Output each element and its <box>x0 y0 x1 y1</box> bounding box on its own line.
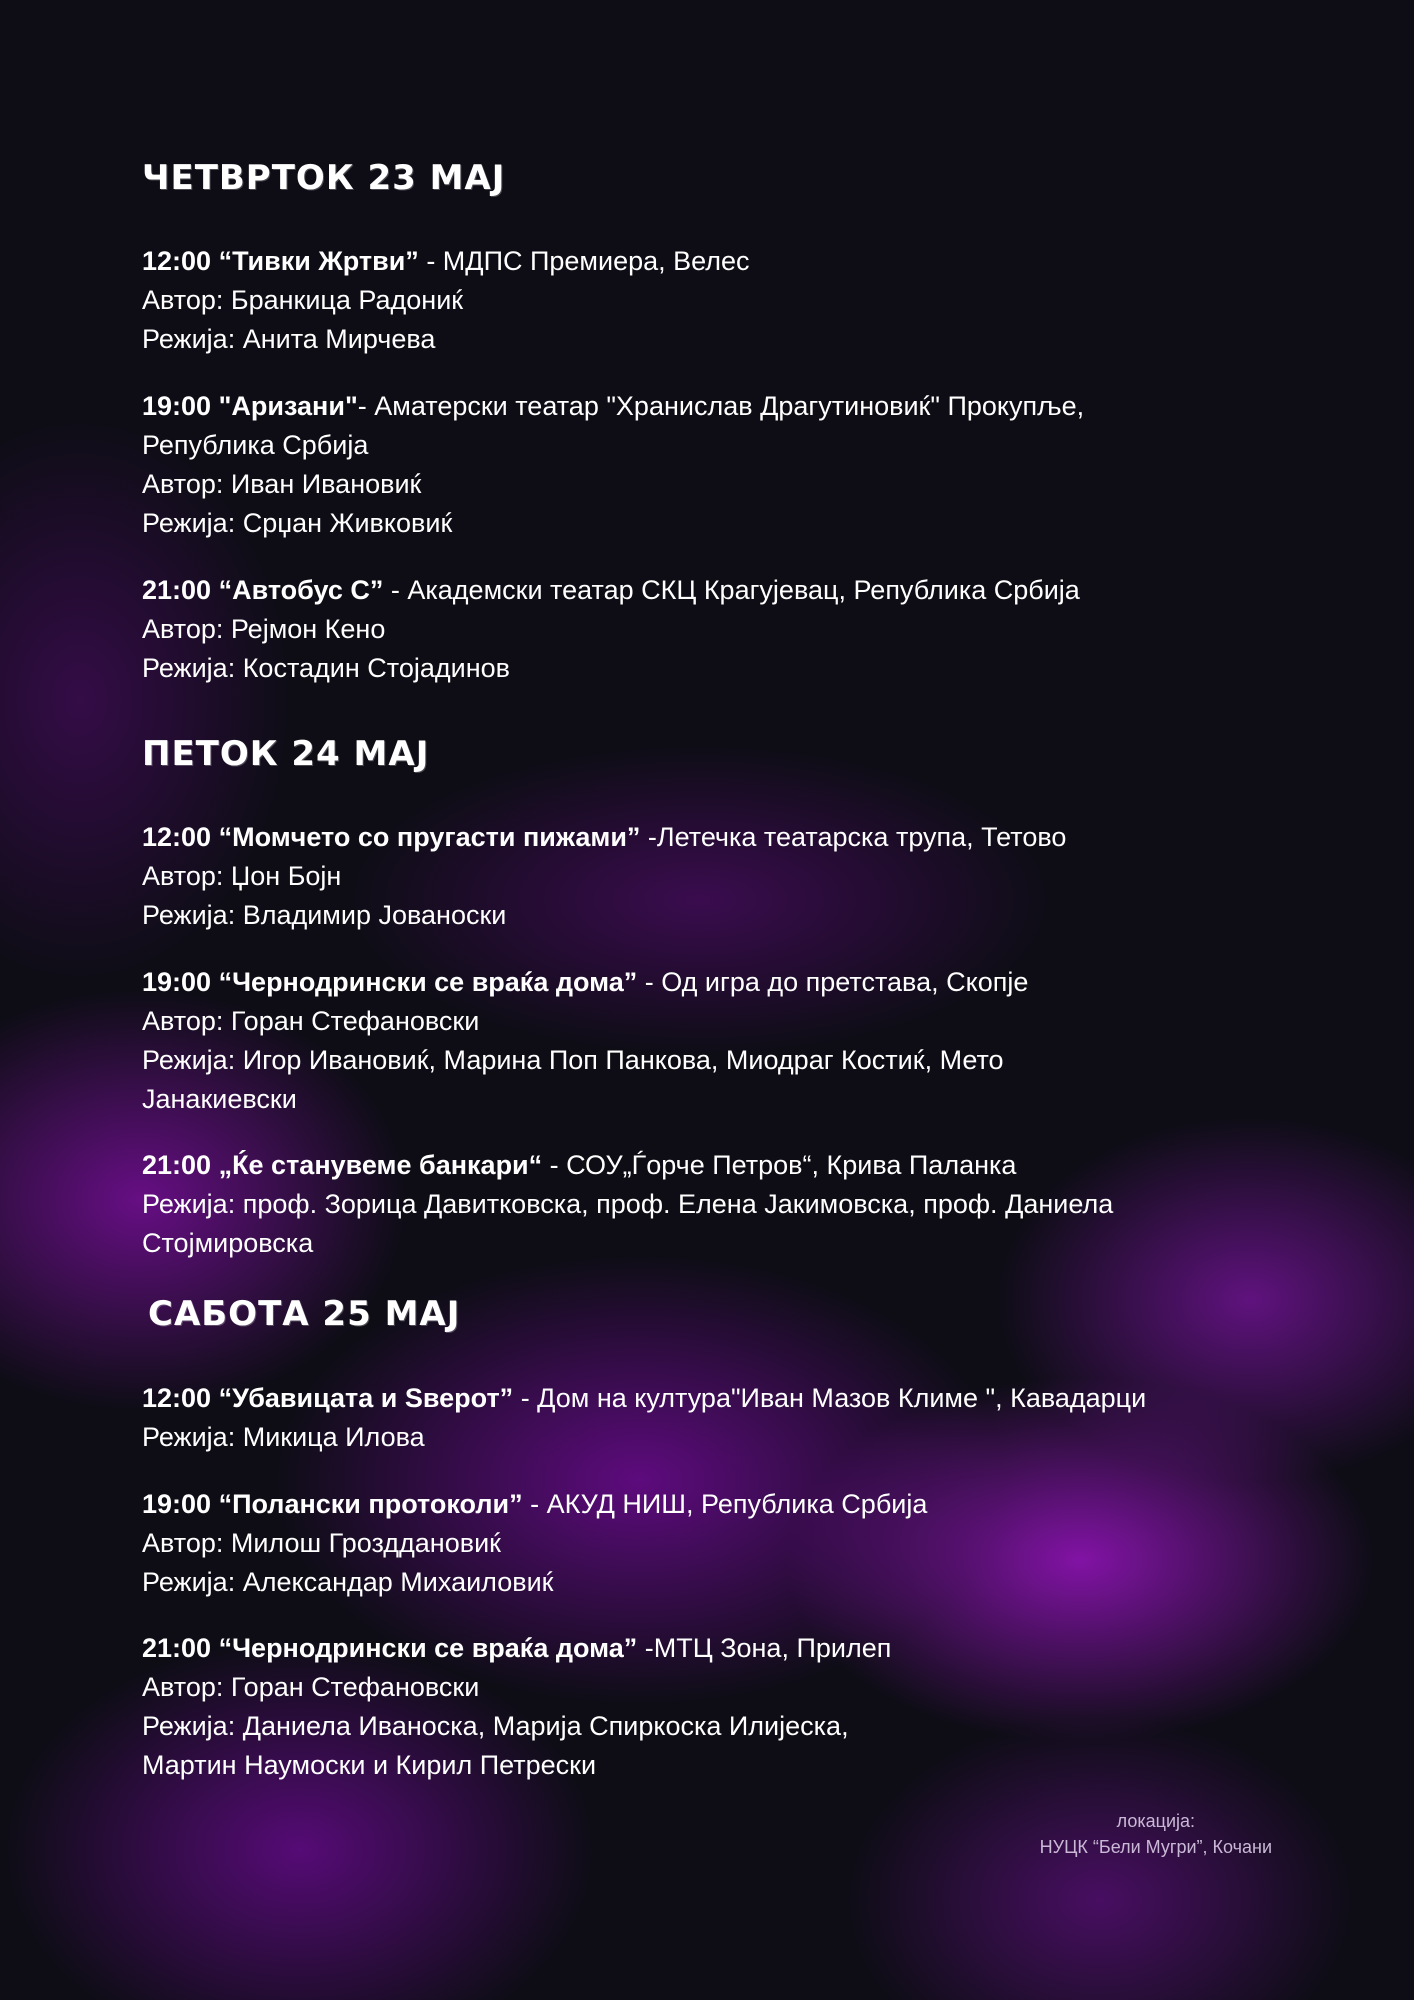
event-title: “Тивки Жртви” <box>218 246 419 276</box>
event-director: Режија: Даниела Иваноска, Марија Спиркоска Илијеска, <box>142 1711 849 1741</box>
event-title: "Аризани" <box>218 391 358 421</box>
event-director-cont: Мартин Наумоски и Кирил Петрески <box>142 1750 597 1780</box>
event-director: Режија: проф. Зорица Давитковска, проф. Елена Јакимовска, проф. Даниела <box>142 1189 1114 1219</box>
event-title: „Ќе станувеме банкари“ <box>211 1150 543 1180</box>
event-venue: - СОУ„Ѓорче Петров“, Крива Паланка <box>542 1150 1017 1180</box>
day-heading-saturday: САБОТА 25 МАЈ <box>148 1294 461 1334</box>
event-director: Режија: Анита Мирчева <box>142 324 436 354</box>
event-author: Автор: Џон Бојн <box>142 861 342 891</box>
event-item <box>142 963 1302 1119</box>
event-time: 21:00 <box>142 1633 212 1663</box>
event-item <box>142 1379 1302 1457</box>
event-time: 12:00 <box>142 822 212 852</box>
event-item <box>142 571 1302 688</box>
event-director: Режија: Микица Илова <box>142 1422 425 1452</box>
event-title: “Полански протоколи” <box>218 1489 523 1519</box>
event-venue-cont: Република Србија <box>142 430 369 460</box>
event-venue: - Аматерски театар "Хранислав Драгутиновиќ" Прокупље, <box>357 391 1085 421</box>
event-item <box>142 818 1302 935</box>
event-time: 19:00 <box>142 391 212 421</box>
event-title-line <box>142 571 1302 610</box>
event-director-cont: Стојмировска <box>142 1228 314 1258</box>
event-title: “Автобус С” <box>218 575 384 605</box>
event-title: “Убавицата и Ѕверот” <box>218 1383 514 1413</box>
event-director: Режија: Игор Ивановиќ, Марина Поп Панкова, Миодраг Костиќ, Мето <box>142 1045 1004 1075</box>
event-item <box>142 1146 1302 1263</box>
event-time: 19:00 <box>142 1489 212 1519</box>
event-item <box>142 242 1302 359</box>
event-title: “Чернодрински се враќа дома” <box>218 967 638 997</box>
event-title-line <box>142 1146 1302 1185</box>
event-venue: - АКУД НИШ, Република Србија <box>522 1489 928 1519</box>
event-item <box>142 387 1302 543</box>
event-time: 21:00 <box>142 1150 212 1180</box>
day-heading-thursday: ЧЕТВРТОК 23 МАЈ <box>142 158 506 198</box>
event-author: Автор: Иван Ивановиќ <box>142 469 422 499</box>
event-venue: -Летечка театарска трупа, Тетово <box>640 822 1067 852</box>
event-title-line <box>142 1629 1302 1668</box>
event-venue: - Академски театар СКЦ Крагујевац, Република Србија <box>383 575 1080 605</box>
event-venue: - МДПС Премиера, Велес <box>418 246 750 276</box>
day-heading-friday: ПЕТОК 24 МАЈ <box>142 734 430 774</box>
event-director: Режија: Срџан Живковиќ <box>142 508 453 538</box>
location-label: локација: <box>1116 1811 1196 1831</box>
event-venue: -МТЦ Зона, Прилеп <box>637 1633 892 1663</box>
event-item <box>142 1629 1302 1785</box>
event-director: Режија: Александар Михаиловиќ <box>142 1567 554 1597</box>
event-author: Автор: Милош Грозддановиќ <box>142 1528 501 1558</box>
event-time: 12:00 <box>142 1383 212 1413</box>
event-title-line <box>142 242 1302 281</box>
event-title: “Чернодрински се враќа дома” <box>218 1633 638 1663</box>
event-director: Режија: Владимир Јованоски <box>142 900 507 930</box>
event-director: Режија: Костадин Стојадинов <box>142 653 510 683</box>
event-venue: - Од игра до претстава, Скопје <box>637 967 1029 997</box>
event-time: 19:00 <box>142 967 212 997</box>
event-venue: - Дом на култура"Иван Мазов Климе ", Кавадарци <box>513 1383 1147 1413</box>
event-author: Автор: Горан Стефановски <box>142 1006 480 1036</box>
event-item <box>142 1485 1302 1602</box>
event-author: Автор: Рејмон Кено <box>142 614 386 644</box>
event-time: 12:00 <box>142 246 212 276</box>
event-director-cont: Јанакиевски <box>142 1084 297 1114</box>
location-block <box>1040 1808 1272 1860</box>
event-title-line <box>142 818 1302 857</box>
event-title: “Момчето со пругасти пижами” <box>218 822 641 852</box>
event-title-line <box>142 963 1302 1002</box>
event-author: Автор: Горан Стефановски <box>142 1672 480 1702</box>
event-author: Автор: Бранкица Радониќ <box>142 285 464 315</box>
event-time: 21:00 <box>142 575 212 605</box>
location-venue: НУЦК “Бели Мугри”, Кочани <box>1039 1837 1272 1857</box>
event-title-line <box>142 387 1302 426</box>
event-title-line <box>142 1485 1302 1524</box>
event-title-line <box>142 1379 1302 1418</box>
